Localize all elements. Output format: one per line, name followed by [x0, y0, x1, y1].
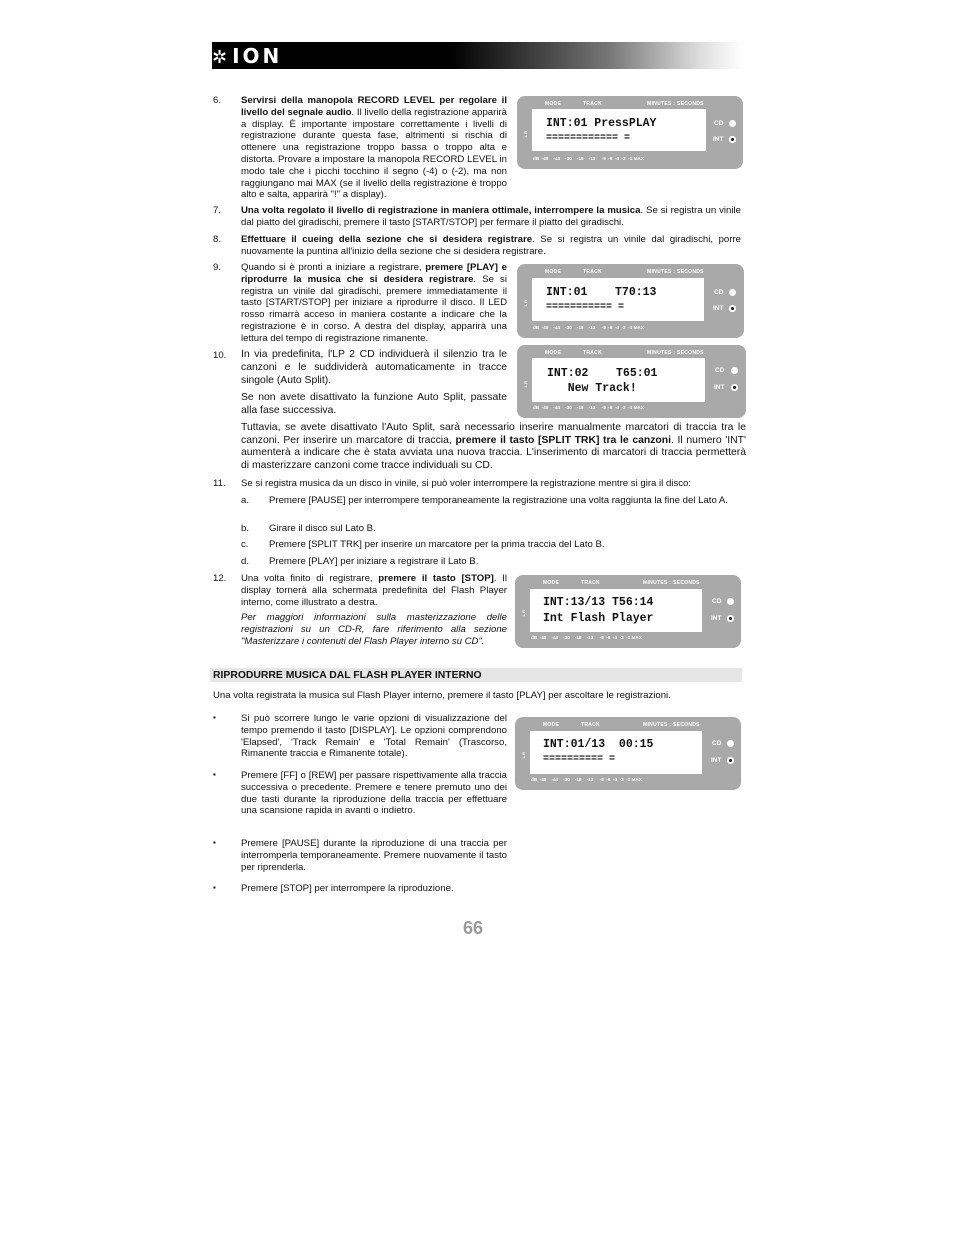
item-12-note: Per maggiori informazioni sulla masterizzazione delle registrazioni su un CD-R, fare riferimento alla sezione "Masterizzare i contenuti del Flash Player interno su CD". — [241, 612, 507, 647]
item-number: 9. — [213, 262, 222, 273]
int-indicator-icon — [727, 757, 734, 764]
lcd-int-label: INT — [711, 757, 722, 764]
section-title: RIPRODURRE MUSICA DAL FLASH PLAYER INTERNO — [213, 670, 482, 681]
int-indicator-icon — [727, 615, 734, 622]
section-intro: Una volta registrata la musica sul Flash Player interno, premere il tasto [PLAY] per ascoltare le registrazioni. — [213, 690, 671, 701]
lcd-time-label: MINUTES : SECONDS — [647, 101, 704, 107]
lcd-line-1: INT:01 T70:13 — [546, 286, 657, 299]
lcd-lr-label: L R — [523, 381, 528, 388]
lcd-screen — [532, 278, 704, 321]
sub-item-b: Girare il disco sul Lato B. — [269, 523, 376, 534]
lcd-line-2: ========== = — [543, 754, 616, 765]
cd-indicator-icon — [727, 598, 734, 605]
lcd-int-label: INT — [711, 615, 722, 622]
lcd-line-2: New Track! — [547, 382, 637, 395]
lcd-track-label: TRACK — [581, 580, 600, 586]
int-indicator-icon — [731, 384, 738, 391]
sub-item-c: Premere [SPLIT TRK] per inserire un marcatore per la prima traccia del Lato B. — [269, 539, 605, 550]
item-11-text: Se si registra musica da un disco in vinile, si può voler interrompere la registrazione mentre si gira il disco: — [241, 478, 692, 489]
lcd-int-label: INT — [713, 136, 724, 143]
lcd-cd-label: CD — [714, 120, 724, 127]
lcd-track-label: TRACK — [583, 350, 602, 356]
cd-indicator-icon — [729, 289, 736, 296]
lcd-time-label: MINUTES : SECONDS — [643, 722, 700, 728]
bullet-icon: ▪ — [213, 883, 216, 892]
bullet-text-4: Premere [STOP] per interrompere la riproduzione. — [241, 883, 454, 894]
int-indicator-icon — [729, 136, 736, 143]
header-bar — [212, 42, 742, 69]
item-number: 11. — [213, 478, 226, 489]
lcd-line-2: ============ = — [546, 133, 631, 144]
lcd-db-scale: dB -40 -44 -30 -18 -13 -9 -6 -4 -2 -1 MAX — [531, 635, 642, 640]
page-number: 66 — [463, 918, 484, 938]
lcd-screen — [532, 358, 705, 402]
lcd-line-2: Int Flash Player — [543, 612, 654, 625]
lcd-time-label: MINUTES : SECONDS — [643, 580, 700, 586]
lcd-track-label: TRACK — [583, 101, 602, 107]
lcd-time-label: MINUTES : SECONDS — [647, 350, 704, 356]
lcd-db-scale: dB -40 -44 -30 -18 -13 -9 -6 -4 -2 -1 MAX — [533, 325, 644, 330]
lcd-db-scale: dB -40 -44 -30 -18 -13 -9 -6 -4 -2 -1 MAX — [533, 156, 644, 161]
item-number: 6. — [213, 95, 222, 106]
item-7-text: Una volta regolato il livello di registrazione in maniera ottimale, interrompere la musica. Se si registra un vinile dal piatto del giradischi, premere il tasto [START/STOP] per fermare il piatto del giradischi. — [241, 205, 741, 228]
lcd-lr-label: L R — [523, 131, 528, 138]
lcd-display-1 — [517, 96, 743, 169]
lcd-line-2: =========== = — [546, 302, 625, 313]
lcd-lr-label: L R — [523, 300, 528, 307]
lcd-mode-label: MODE — [543, 722, 560, 728]
lcd-display-5 — [515, 717, 741, 790]
item-number: 10. — [213, 350, 227, 361]
lcd-mode-label: MODE — [545, 101, 562, 107]
bullet-text-3: Premere [PAUSE] durante la riproduzione di una traccia per interromperla temporaneamente. Premere nuovamente il tasto per riprenderla. — [241, 838, 507, 873]
ion-star-icon: ✲ — [212, 47, 231, 68]
item-6-text: Servirsi della manopola RECORD LEVEL per regolare il livello del segnale audio. Il livello della registrazione apparirà a display. È importante impostare correttamente i livelli di registrazione durante questa fase, altrimenti si rischia di ottenere una registrazione troppo bassa o troppo alta e distorta. Provare a impostare la manopola RECORD LEVEL in modo tale che i picchi tocchino il segno (-4) o (-2), ma non raggiungano mai MAX (se il livello della registrazione è troppo alto e salta, apparirà "!" a display). — [241, 95, 507, 201]
lcd-time-label: MINUTES : SECONDS — [647, 269, 704, 275]
lcd-int-label: INT — [714, 384, 725, 391]
lcd-track-label: TRACK — [583, 269, 602, 275]
lcd-mode-label: MODE — [545, 350, 562, 356]
sub-item-d: Premere [PLAY] per iniziare a registrare il Lato B. — [269, 556, 479, 567]
bullet-text-1: Si può scorrere lungo le varie opzioni di visualizzazione del tempo premendo il tasto [DISPLAY]. Le opzioni comprendono 'Elapsed', 'Track Remain' e 'Total Remain' (Trascorso, Rimanente traccia e Rimanente totale). — [241, 713, 507, 760]
item-10-text-3: Tuttavia, se avete disattivato l'Auto Split, sarà necessario inserire manualmente marcatori di traccia tra le canzoni. Per inserire un marcatore di traccia, premere il tasto [SPLIT TRK] tra le canzoni. Il numero 'INT' aumenterà a indicare che è stata avviata una nuova traccia. L'inserimento di marcatori di traccia permetterà di masterizzare canzoni come tracce individuali su CD. — [241, 422, 746, 471]
sub-item-letter: c. — [241, 539, 249, 550]
lcd-screen — [532, 109, 706, 151]
bullet-text-2: Premere [FF] o [REW] per passare rispettivamente alla traccia successiva o precedente. Premere e tenere premuto uno dei due tasti durante la riproduzione della traccia per effettuare una scansione rapida in avanti o indietro. — [241, 770, 507, 817]
lcd-int-label: INT — [713, 305, 724, 312]
lcd-cd-label: CD — [712, 598, 722, 605]
lcd-cd-label: CD — [715, 367, 725, 374]
lcd-db-scale: dB -40 -44 -30 -18 -13 -9 -6 -4 -2 -1 MAX — [531, 777, 642, 782]
item-number: 7. — [213, 205, 222, 216]
sub-item-letter: b. — [241, 523, 250, 534]
lcd-display-3 — [517, 345, 746, 418]
item-8-text: Effettuare il cueing della sezione che si desidera registrare. Se si registra un vinile dal giradischi, porre nuovamente la puntina all'inizio della sezione che si desidera registrare. — [241, 234, 741, 257]
lcd-display-2 — [517, 264, 744, 338]
cd-indicator-icon — [731, 367, 738, 374]
item-12-text: Una volta finito di registrare, premere il tasto [STOP]. Il display tornerà alla schermata predefinita del Flash Player interno, come illustrato a destra. — [241, 573, 507, 608]
bullet-icon: ▪ — [213, 713, 216, 722]
item-number: 8. — [213, 234, 222, 245]
sub-item-letter: d. — [241, 556, 250, 567]
lcd-line-1: INT:01/13 00:15 — [543, 738, 654, 751]
lcd-line-1: INT:02 T65:01 — [547, 367, 658, 380]
lcd-mode-label: MODE — [543, 580, 560, 586]
lcd-display-4 — [515, 575, 741, 648]
item-10-text: In via predefinita, l'LP 2 CD individuerà il silenzio tra le canzoni e le suddividerà automaticamente in tracce singole (Auto Split). — [241, 349, 507, 386]
sub-item-a: Premere [PAUSE] per interrompere temporaneamente la registrazione una volta raggiunta la fine del Lato A. — [269, 495, 728, 506]
lcd-cd-label: CD — [714, 289, 724, 296]
lcd-lr-label: L R — [521, 752, 526, 759]
lcd-cd-label: CD — [712, 740, 722, 747]
ion-logo: ✲ ION — [212, 44, 283, 68]
lcd-line-1: INT:01 PressPLAY — [546, 117, 657, 130]
lcd-mode-label: MODE — [545, 269, 562, 275]
cd-indicator-icon — [727, 740, 734, 747]
lcd-lr-label: L R — [521, 610, 526, 617]
lcd-track-label: TRACK — [581, 722, 600, 728]
cd-indicator-icon — [729, 120, 736, 127]
lcd-line-1: INT:13/13 T56:14 — [543, 596, 654, 609]
sub-item-letter: a. — [241, 495, 250, 506]
item-10-text-2: Se non avete disattivato la funzione Auto Split, passate alla fase successiva. — [241, 392, 507, 416]
int-indicator-icon — [729, 305, 736, 312]
bullet-icon: ▪ — [213, 770, 216, 779]
lcd-db-scale: dB -40 -44 -30 -18 -13 -9 -6 -4 -2 -1 MAX — [533, 405, 644, 410]
bullet-icon: ▪ — [213, 838, 216, 847]
item-number: 12. — [213, 573, 227, 584]
item-9-text: Quando si è pronti a iniziare a registrare, premere [PLAY] e riprodurre la musica che si desidera registrare. Se si registra un vinile dal giradischi, premere immediatamente il tasto [START/STOP] per iniziare a riprodurre il disco. Il LED rosso rimarrà acceso in maniera costante a indicare che la registrazione è in corso. A destra del display, apparirà una lettura del tempo di registrazione rimanente. — [241, 262, 507, 344]
